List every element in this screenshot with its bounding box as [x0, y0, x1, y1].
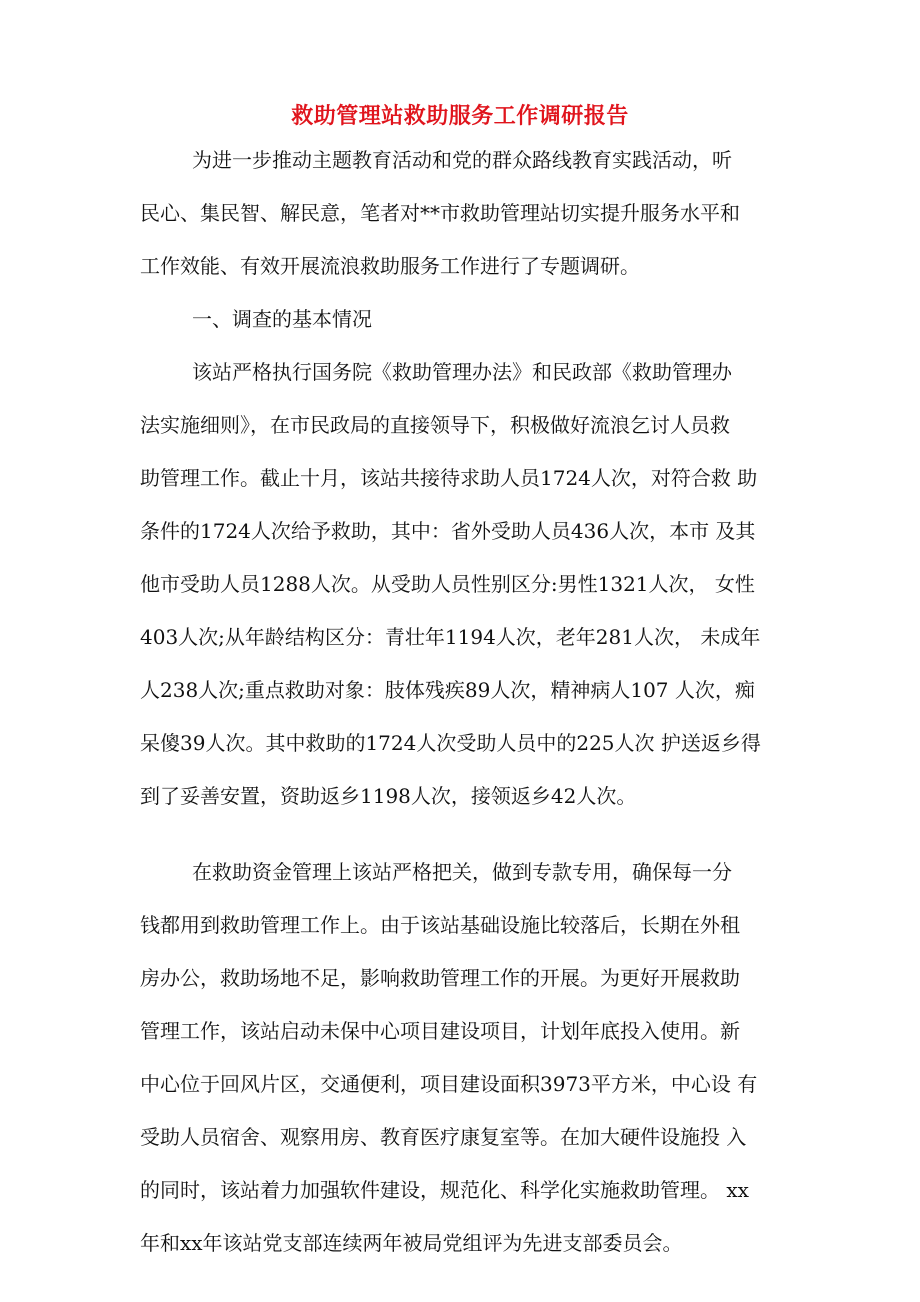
paragraph3-line: 中心位于回风片区，交通便利，项目建设面积3973平方米，中心设 有	[140, 1072, 758, 1096]
paragraph2-line: 到了妥善安置，资助返乡1198人次，接领返乡42人次。	[140, 784, 637, 808]
document-title: 救助管理站救助服务工作调研报告	[291, 103, 629, 129]
paragraph3-line: 受助人员宿舍、观察用房、教育医疗康复室等。在加大硬件设施投 入	[140, 1125, 747, 1149]
paragraph2-line: 他市受助人员1288人次。从受助人员性别区分:男性1321人次， 女性	[140, 572, 755, 596]
paragraph3-line: 管理工作，该站启动未保中心项目建设项目，计划年底投入使用。新	[140, 1019, 740, 1043]
paragraph3-line: 的同时，该站着力加强软件建设，规范化、科学化实施救助管理。 xx	[140, 1178, 749, 1202]
paragraph2-line: 403人次;从年龄结构区分：青壮年1194人次，老年281人次， 未成年	[140, 625, 761, 649]
paragraph2-line: 法实施细则》，在市民政局的直接领导下，积极做好流浪乞讨人员救	[140, 413, 730, 437]
paragraph3-line: 钱都用到救助管理工作上。由于该站基础设施比较落后，长期在外租	[140, 913, 740, 937]
paragraph2-line: 人238人次;重点救助对象：肢体残疾89人次，精神病人107 人次，痴	[140, 678, 755, 702]
paragraph3-line: 在救助资金管理上该站严格把关，做到专款专用，确保每一分	[192, 860, 732, 884]
paragraph3-line: 房办公，救助场地不足，影响救助管理工作的开展。为更好开展救助	[140, 966, 740, 990]
paragraph2-line: 该站严格执行国务院《救助管理办法》和民政部《救助管理办	[192, 360, 732, 384]
paragraph1-line: 为进一步推动主题教育活动和党的群众路线教育实践活动，听	[192, 148, 732, 172]
section-heading: 一、调查的基本情况	[192, 307, 372, 331]
paragraph2-line: 条件的1724人次给予救助，其中：省外受助人员436人次，本市 及其	[140, 519, 756, 543]
paragraph3-line: 年和xx年该站党支部连续两年被局党组评为先进支部委员会。	[140, 1231, 683, 1255]
paragraph2-line: 助管理工作。截止十月，该站共接待求助人员1724人次，对符合救 助	[140, 466, 758, 490]
paragraph1-line: 工作效能、有效开展流浪救助服务工作进行了专题调研。	[140, 254, 640, 278]
paragraph2-line: 呆傻39人次。其中救助的1724人次受助人员中的225人次 护送返乡得	[140, 731, 761, 755]
paragraph1-line: 民心、集民智、解民意，笔者对**市救助管理站切实提升服务水平和	[140, 201, 740, 225]
